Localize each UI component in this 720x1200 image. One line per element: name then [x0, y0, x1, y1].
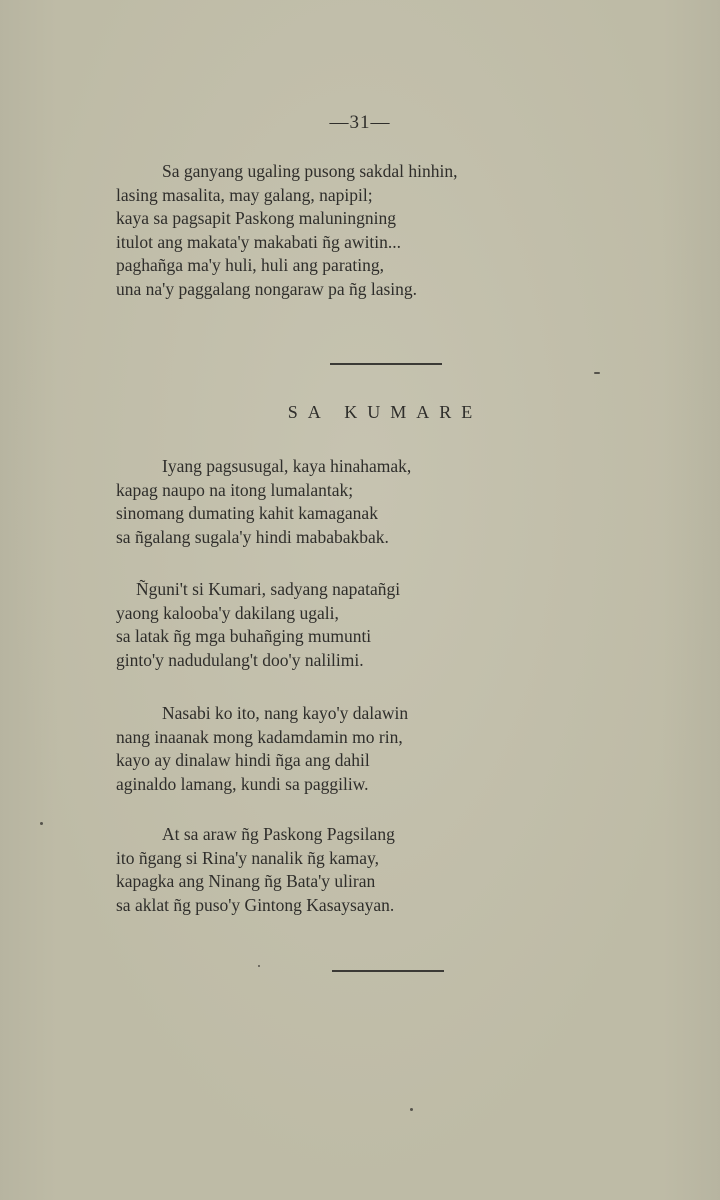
verse-line: Iyang pagsusugal, kaya hinahamak, — [162, 456, 412, 476]
verse-line: lasing masalita, may galang, napipil; — [116, 184, 373, 205]
verse-line: yaong kalooba'y dakilang ugali, — [116, 602, 339, 623]
page-number: —31— — [329, 112, 391, 133]
verse-line: itulot ang makata'y makabati ñg awitin... — [116, 231, 402, 252]
verse-line: Sa ganyang ugaling pusong sakdal hinhin, — [162, 161, 458, 181]
verse-line: kayo ay dinalaw hindi ñga ang dahil — [116, 750, 370, 771]
verse-line: nang inaanak mong kadamdamin mo rin, — [116, 726, 403, 747]
verse-line: una na'y paggalang nongaraw pa ñg lasing. — [116, 278, 418, 299]
paper-speck — [40, 822, 43, 825]
verse-line: sa latak ñg mga buhañging mumunti — [116, 626, 372, 647]
divider-rule — [332, 970, 444, 972]
verse-line: ito ñgang si Rina'y nanalik ñg kamay, — [116, 847, 380, 868]
verse-line: Nasabi ko ito, nang kayo'y dalawin — [162, 703, 409, 723]
stanza-2 — [116, 455, 411, 549]
poem-title: SA KUMARE — [287, 402, 483, 422]
verse-line: kapagka ang Ninang ñg Bata'y uliran — [116, 871, 376, 892]
stanza-4 — [116, 702, 408, 796]
verse-line: paghañga ma'y huli, huli ang parating, — [116, 255, 385, 276]
verse-line: kaya sa pagsapit Paskong maluningning — [116, 208, 396, 229]
paper-speck — [594, 372, 600, 374]
verse-line: Ñguni't si Kumari, sadyang napatañgi — [136, 579, 401, 599]
stanza-5 — [116, 823, 395, 917]
verse-line: At sa araw ñg Paskong Pagsilang — [162, 824, 395, 844]
verse-line: kapag naupo na itong lumalantak; — [116, 479, 354, 500]
verse-line: aginaldo lamang, kundi sa paggiliw. — [116, 773, 369, 794]
verse-line: sa aklat ñg puso'y Gintong Kasaysayan. — [116, 894, 395, 915]
verse-line: ginto'y nadudulang't doo'y nalilimi. — [116, 649, 364, 670]
stanza-1 — [116, 160, 458, 302]
stanza-3 — [116, 578, 400, 672]
verse-line: sinomang dumating kahit kamaganak — [116, 503, 378, 524]
divider-rule — [330, 363, 442, 365]
paper-speck — [410, 1108, 413, 1111]
paper-speck — [258, 965, 260, 967]
verse-line: sa ñgalang sugala'y hindi mababakbak. — [116, 526, 389, 547]
